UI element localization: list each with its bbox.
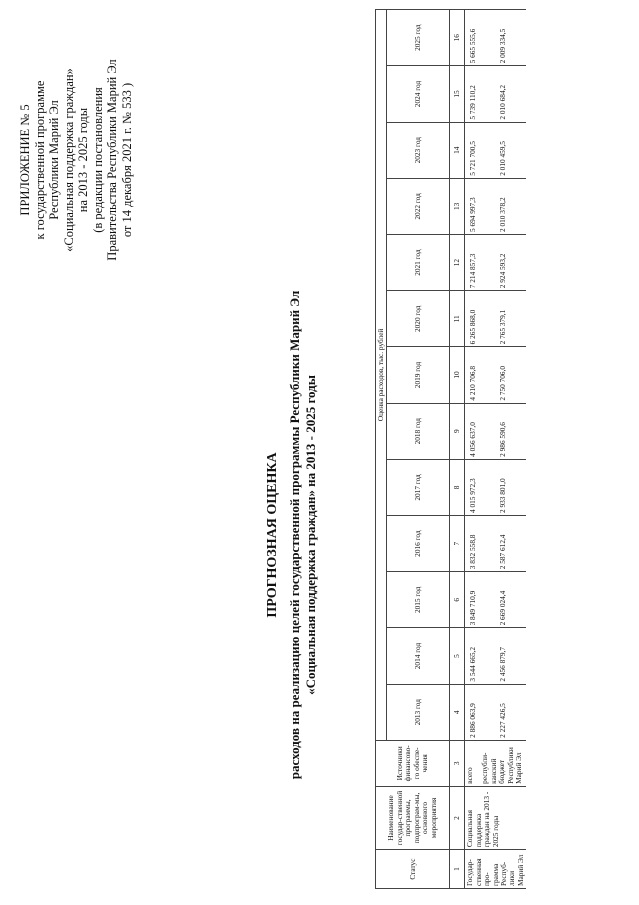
header-year: 2020 год [387, 291, 450, 347]
column-index: 8 [450, 459, 465, 515]
appendix-line: «Социальная поддержка граждан» [61, 68, 76, 252]
value-cell: 3 832 558,8 [465, 516, 481, 572]
column-index: 1 [450, 850, 465, 889]
value-cell: 4 015 972,3 [465, 459, 481, 515]
header-year: 2015 год [387, 572, 450, 628]
column-index: 4 [450, 684, 465, 740]
value-cell: 2 587 612,4 [480, 516, 526, 572]
status-cell: Государ-ственная про-грамма Респуб-лики Марий Эл [465, 850, 526, 889]
column-index: 6 [450, 572, 465, 628]
value-cell: 3 849 710,9 [465, 572, 481, 628]
value-cell: 5 665 555,6 [465, 10, 481, 66]
value-cell: 5 694 997,3 [465, 178, 481, 234]
column-index: 7 [450, 516, 465, 572]
header-year: 2016 год [387, 516, 450, 572]
header-estimate: Оценка расходов, тыс. рублей [376, 10, 387, 741]
column-index: 2 [450, 786, 465, 849]
value-cell: 2 009 334,5 [480, 10, 526, 66]
appendix-line: (в редакции постановления [90, 87, 105, 233]
value-cell: 2 933 801,0 [480, 459, 526, 515]
value-cell: 2 986 590,6 [480, 403, 526, 459]
header-status: Статус [376, 850, 450, 889]
column-index: 11 [450, 291, 465, 347]
header-year: 2021 год [387, 235, 450, 291]
appendix-line: от 14 декабря 2021 г. № 533 ) [119, 82, 134, 238]
header-year: 2025 год [387, 10, 450, 66]
appendix-line: на 2013 - 2025 годы [76, 107, 90, 213]
appendix-line: Правительства Республики Марий Эл [105, 59, 119, 261]
table-row [480, 10, 526, 889]
value-cell: 2 765 379,1 [480, 291, 526, 347]
expense-table [375, 9, 526, 889]
column-index: 16 [450, 10, 465, 66]
value-cell: 2 010 459,5 [480, 122, 526, 178]
document-subtitle: расходов на реализацию целей государственной программы Республики Марий Эл [287, 290, 302, 780]
document-title: ПРОГНОЗНАЯ ОЦЕНКА [265, 452, 280, 618]
program-name-cell: Социальная поддержка граждан на 2013 - 2025 годы [465, 786, 526, 849]
value-cell: 2 924 593,2 [480, 235, 526, 291]
column-index: 5 [450, 628, 465, 684]
value-cell: 2 010 378,2 [480, 178, 526, 234]
appendix-line: ПРИЛОЖЕНИЕ № 5 [18, 104, 32, 216]
value-cell: 2 886 063,9 [465, 684, 481, 740]
appendix-block [18, 15, 134, 305]
document-subtitle: «Социальная поддержка граждан» на 2013 - 2025 годы [303, 375, 318, 695]
value-cell: 2 456 879,7 [480, 628, 526, 684]
header-year: 2018 год [387, 403, 450, 459]
column-index: 15 [450, 66, 465, 122]
value-cell: 2 010 684,2 [480, 66, 526, 122]
table-row [465, 10, 481, 889]
source-cell: всего [465, 740, 481, 786]
value-cell: 2 227 426,5 [480, 684, 526, 740]
column-index: 14 [450, 122, 465, 178]
value-cell: 5 739 110,2 [465, 66, 481, 122]
column-index: 3 [450, 740, 465, 786]
column-index: 12 [450, 235, 465, 291]
header-year: 2013 год [387, 684, 450, 740]
value-cell: 2 669 024,4 [480, 572, 526, 628]
column-index: 13 [450, 178, 465, 234]
value-cell: 4 210 706,8 [465, 347, 481, 403]
header-year: 2022 год [387, 178, 450, 234]
column-index: 9 [450, 403, 465, 459]
source-cell: республи-канский бюджет Республики Марий Эл [480, 740, 526, 786]
value-cell: 7 214 857,3 [465, 235, 481, 291]
value-cell: 6 265 868,0 [465, 291, 481, 347]
appendix-line: Республики Марий Эл [47, 100, 61, 220]
header-name: Наименование государ-ственной программы, подпрограм-мы, основного мероприятия [376, 786, 450, 849]
appendix-line: к государственной программе [32, 80, 47, 240]
header-year: 2019 год [387, 347, 450, 403]
value-cell: 2 750 706,0 [480, 347, 526, 403]
column-index: 10 [450, 347, 465, 403]
header-year: 2014 год [387, 628, 450, 684]
header-year: 2024 год [387, 66, 450, 122]
value-cell: 5 721 700,5 [465, 122, 481, 178]
document-heading [265, 255, 319, 815]
header-year: 2017 год [387, 459, 450, 515]
value-cell: 3 544 665,2 [465, 628, 481, 684]
value-cell: 4 056 637,0 [465, 403, 481, 459]
header-year: 2023 год [387, 122, 450, 178]
header-source: Источники финансово-го обеспе-чения [376, 740, 450, 786]
